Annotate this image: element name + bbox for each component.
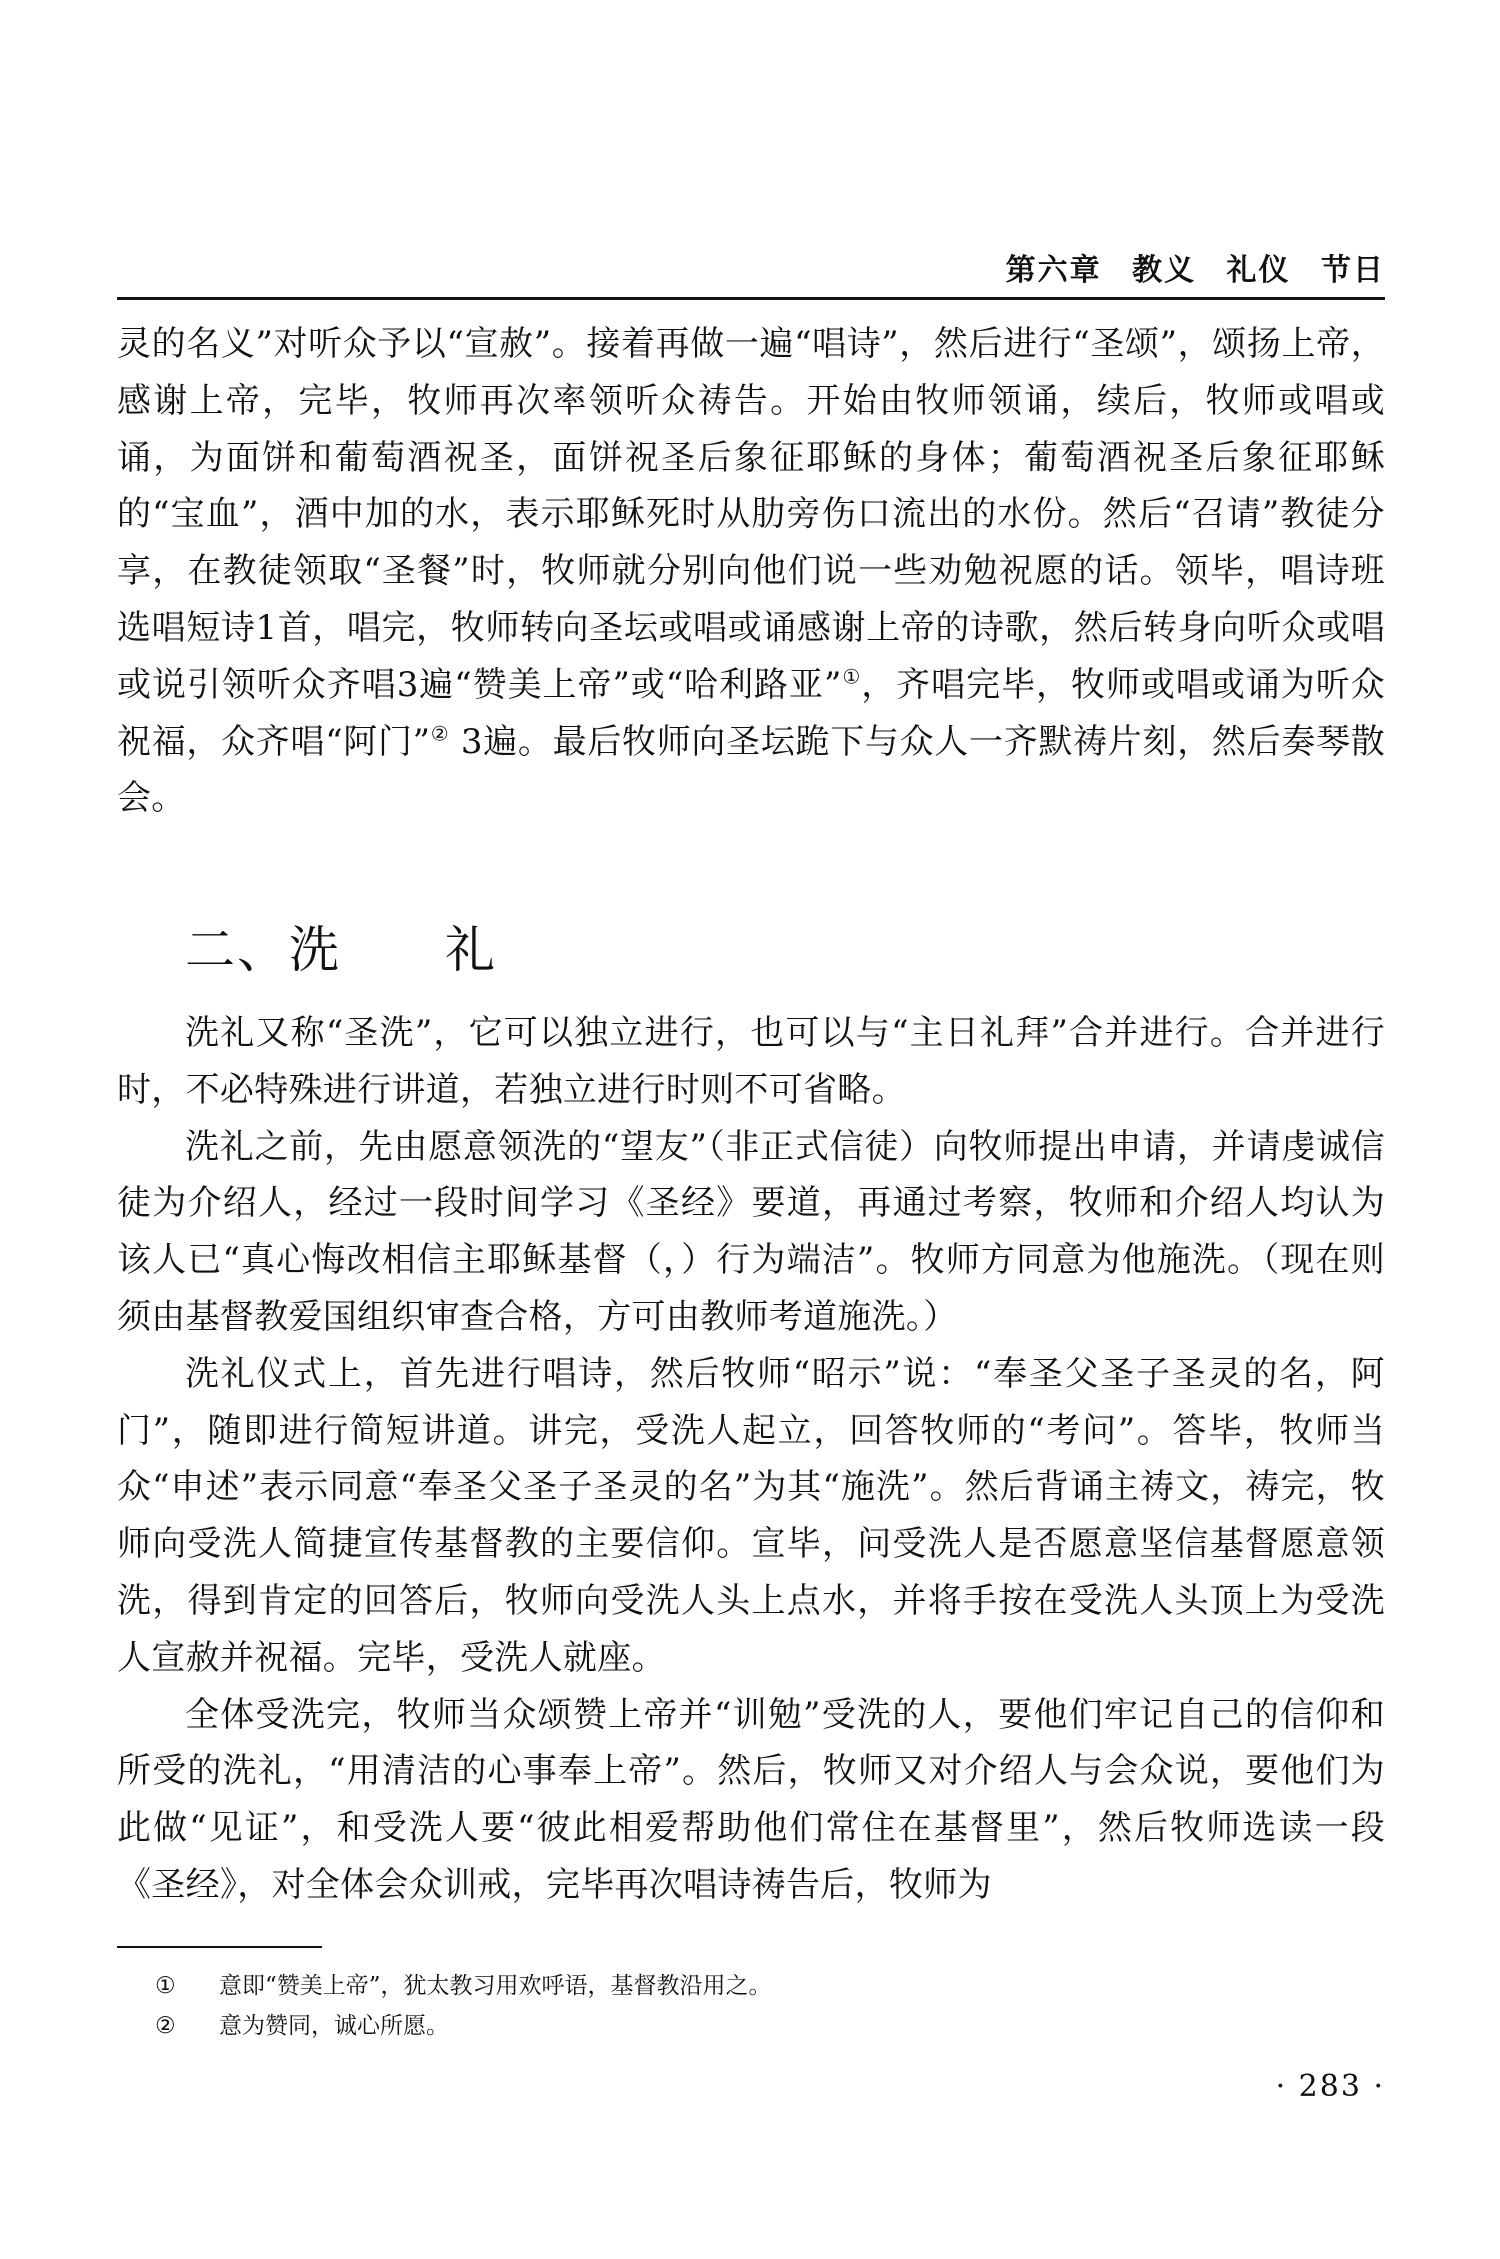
continuation-text-1: 灵的名义”对听众予以“宣赦”。接着再做一遍“唱诗”，然后进行“圣颂”，颂扬上帝，感谢上帝，完毕，牧师再次率领听众祷告。开始由牧师领诵，续后，牧师或唱或诵，为面饼和葡萄酒祝圣，面饼祝圣后象征耶稣的身体；葡萄酒祝圣后象征耶稣的“宝血”，酒中加的水，表示耶稣死时从肋旁伤口流出的水份。然后“召请”教徒分享，在教徒领取“圣餐”时，牧师就分别向他们说一些劝勉祝愿的话。领毕，唱诗班选唱短诗1首，唱完，牧师转向圣坛或唱或诵感谢上帝的诗歌，然后转身向听众或唱或说引领听众齐唱3遍“赞美上帝”或“哈利路亚” [117, 324, 1385, 705]
running-header-title: 第六章 教义 礼仪 节日 [1005, 253, 1385, 288]
footnote-item [155, 2006, 1355, 2046]
footnote-text: 意即“赞美上帝”，犹太教习用欢呼语，基督教沿用之。 [219, 1973, 772, 1999]
footnote-text: 意为赞同，诚心所愿。 [219, 2013, 449, 2039]
section-body [117, 1005, 1385, 1914]
continuation-text-2: ，齐唱完毕，牧师或唱或诵为听众祝福，众齐唱“阿门” [117, 664, 1386, 762]
body-paragraph: 洗礼又称“圣洗”，它可以独立进行，也可以与“主日礼拜”合并进行。合并进行时，不必特殊进行讲道，若独立进行时则不可省略。 [117, 1013, 1385, 1110]
page-number: · 283 · [1275, 2069, 1385, 2104]
body-paragraph: 洗礼之前，先由愿意领洗的“望友”（非正式信徒）向牧师提出申请，并请虔诚信徒为介绍人，经过一段时间学习《圣经》要道，再通过考察，牧师和介绍人均认为该人已“真心悔改相信主耶稣基督（，）行为端洁”。牧师方同意为他施洗。（现在则须由基督教爱国组织审查合格，方可由教师考道施洗。） [117, 1126, 1385, 1337]
footnote-mark: ① [155, 1973, 176, 1999]
running-header [117, 245, 1385, 300]
continuation-paragraph [117, 316, 1385, 827]
footnote-item [155, 1966, 1355, 2006]
continuation-block [117, 316, 1385, 827]
footnotes [155, 1966, 1355, 2046]
footnote-mark: ② [155, 2013, 176, 2039]
continuation-text-3: 3遍。最后牧师向圣坛跪下与众人一齐默祷片刻，然后奏琴散会。 [117, 721, 1385, 819]
body-paragraph: 全体受洗完，牧师当众颂赞上帝并“训勉”受洗的人，要他们牢记自己的信仰和所受的洗礼，“用清洁的心事奉上帝”。然后，牧师又对介绍人与会众说，要他们为此做“见证”，和受洗人要“彼此相爱帮助他们常住在基督里”，然后牧师选读一段《圣经》，对全体会众训戒，完毕再次唱诗祷告后，牧师为 [117, 1694, 1385, 1905]
footnote-ref-2: ② [430, 721, 450, 746]
footnote-ref-1: ① [841, 664, 862, 689]
footnote-divider [117, 1946, 322, 1948]
section-heading: 二、洗 礼 [185, 921, 497, 979]
body-paragraph: 洗礼仪式上，首先进行唱诗，然后牧师“昭示”说：“奉圣父圣子圣灵的名，阿门”，随即进行简短讲道。讲完，受洗人起立，回答牧师的“考问”。答毕，牧师当众“申述”表示同意“奉圣父圣子圣灵的名”为其“施洗”。然后背诵主祷文，祷完，牧师向受洗人简捷宣传基督教的主要信仰。宣毕，问受洗人是否愿意坚信基督愿意领洗，得到肯定的回答后，牧师向受洗人头上点水，并将手按在受洗人头顶上为受洗人宣赦并祝福。完毕，受洗人就座。 [117, 1353, 1385, 1678]
